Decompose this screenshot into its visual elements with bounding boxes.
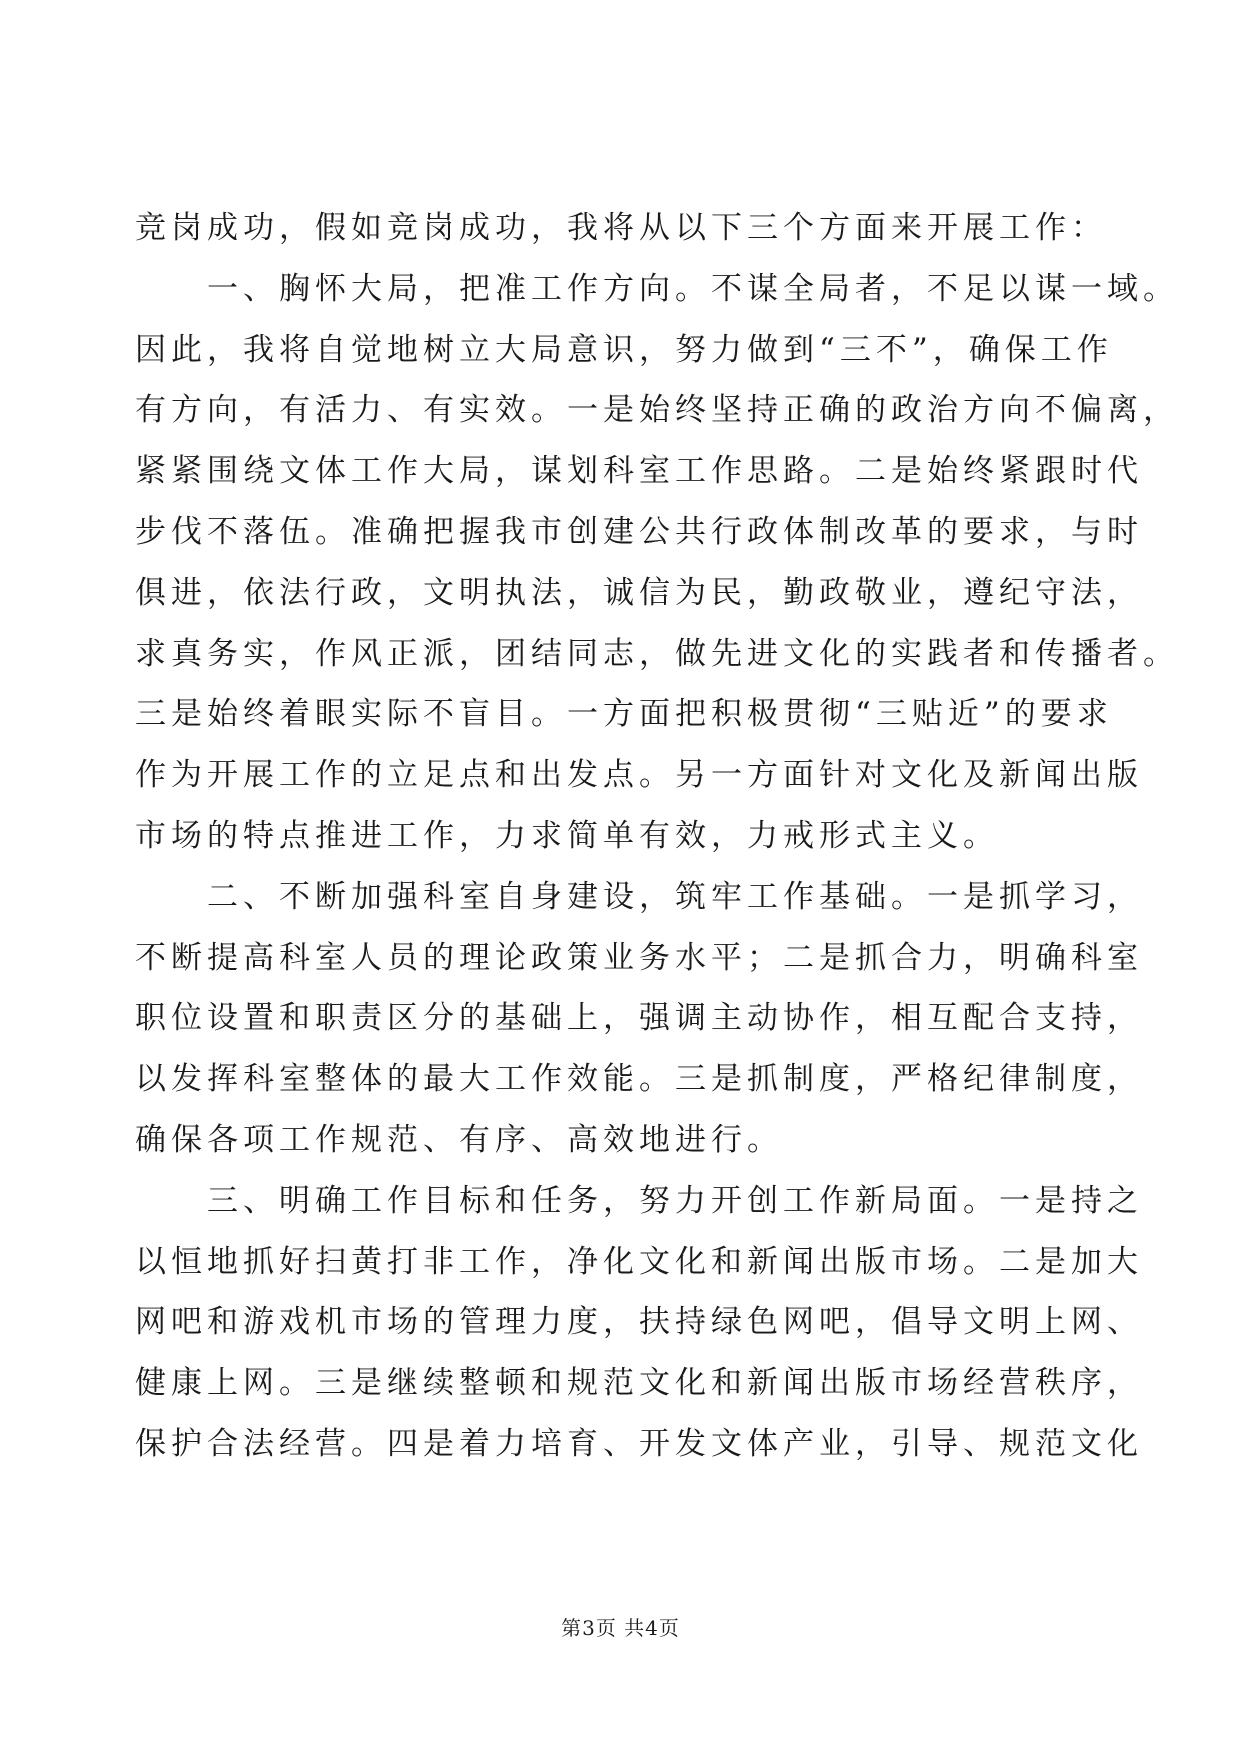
paragraph-first-line: 二、不断加强科室自身建设，筑牢工作基础。一是抓学习，	[207, 878, 1143, 915]
text-line: 健康上网。三是继续整顿和规范文化和新闻出版市场经营秩序，	[135, 1365, 1143, 1402]
text-line: 职位设置和职责区分的基础上，强调主动协作，相互配合支持，	[135, 1000, 1143, 1037]
text-line: 以恒地抓好扫黄打非工作，净化文化和新闻出版市场。二是加大	[135, 1243, 1143, 1280]
page-number-label: 第3页 共4页	[561, 1616, 680, 1640]
paragraph-first-line: 三、明确工作目标和任务，努力开创工作新局面。一是持之	[207, 1182, 1143, 1219]
text-line: 市场的特点推进工作，力求简单有效，力戒形式主义。	[135, 817, 999, 854]
text-line: 确保各项工作规范、有序、高效地进行。	[135, 1121, 783, 1158]
text-line: 以发挥科室整体的最大工作效能。三是抓制度，严格纪律制度，	[135, 1061, 1143, 1098]
document-body	[135, 198, 1179, 1475]
text-line: 有方向，有活力、有实效。一是始终坚持正确的政治方向不偏离，	[135, 392, 1179, 429]
text-line: 求真务实，作风正派，团结同志，做先进文化的实践者和传播者。	[135, 635, 1179, 672]
text-line: 紧紧围绕文体工作大局，谋划科室工作思路。二是始终紧跟时代	[135, 453, 1143, 490]
page-footer	[0, 1612, 1241, 1641]
text-line: 竞岗成功，假如竞岗成功，我将从以下三个方面来开展工作：	[135, 210, 1107, 246]
text-line: 步伐不落伍。准确把握我市创建公共行政体制改革的要求，与时	[135, 513, 1143, 550]
text-line: 因此，我将自觉地树立大局意识，努力做到“三不”，确保工作	[135, 331, 1113, 368]
text-line: 作为开展工作的立足点和出发点。另一方面针对文化及新闻出版	[135, 757, 1143, 794]
text-line: 网吧和游戏机市场的管理力度，扶持绿色网吧，倡导文明上网、	[135, 1304, 1143, 1341]
text-line: 三是始终着眼实际不盲目。一方面把积极贯彻“三贴近”的要求	[135, 696, 1113, 733]
text-line: 保护合法经营。四是着力培育、开发文体产业，引导、规范文化	[135, 1425, 1143, 1462]
paragraph-first-line: 一、胸怀大局，把准工作方向。不谋全局者，不足以谋一域。	[207, 270, 1179, 307]
text-line: 俱进，依法行政，文明执法，诚信为民，勤政敬业，遵纪守法，	[135, 574, 1143, 611]
text-line: 不断提高科室人员的理论政策业务水平；二是抓合力，明确科室	[135, 939, 1143, 976]
